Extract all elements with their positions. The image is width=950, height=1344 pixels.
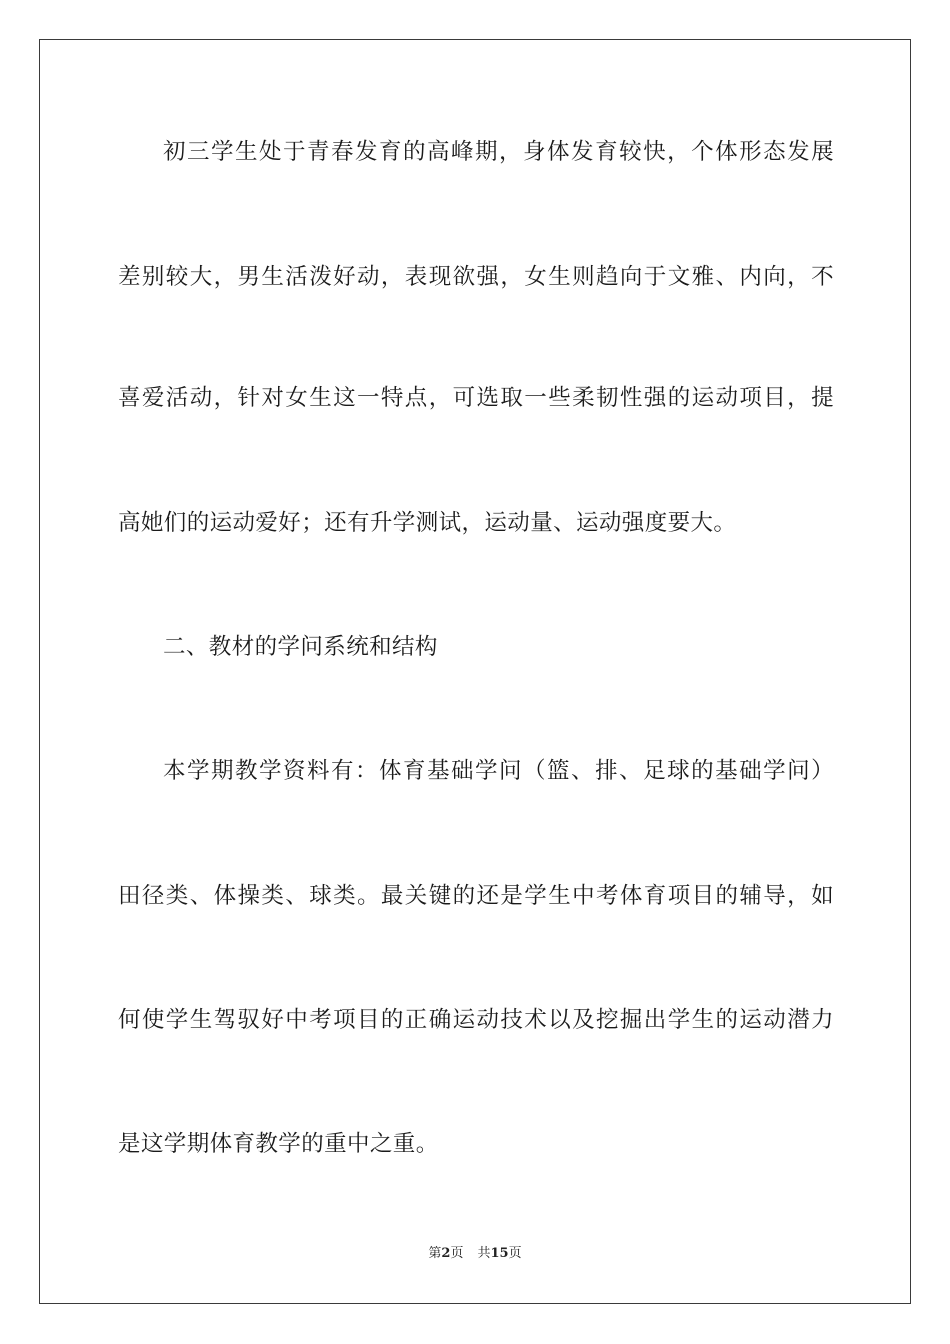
page-suffix: 页	[450, 1246, 464, 1261]
paragraph-line: 田径类、体操类、球类。最关键的还是学生中考体育项目的辅导，如	[118, 883, 834, 909]
paragraph-line: 高她们的运动爱好；还有升学测试，运动量、运动强度要大。	[118, 510, 737, 536]
paragraph-line: 初三学生处于青春发育的高峰期，身体发育较快，个体形态发展	[163, 139, 834, 165]
total-suffix: 页	[508, 1246, 522, 1261]
total-prefix: 共	[477, 1246, 491, 1261]
page-border	[39, 39, 911, 1304]
paragraph-line: 喜爱活动，针对女生这一特点，可选取一些柔韧性强的运动项目，提	[118, 385, 834, 411]
total-pages: 15	[490, 1246, 509, 1261]
page-number: 2	[441, 1246, 451, 1261]
page-prefix: 第	[428, 1246, 442, 1261]
paragraph-line: 何使学生驾驭好中考项目的正确运动技术以及挖掘出学生的运动潜力	[118, 1007, 834, 1033]
paragraph-line: 是这学期体育教学的重中之重。	[118, 1131, 439, 1157]
section-heading: 二、教材的学问系统和结构	[163, 634, 438, 660]
paragraph-line: 本学期教学资料有：体育基础学问（篮、排、足球的基础学问）	[163, 758, 834, 784]
page-footer	[0, 1245, 950, 1263]
paragraph-line: 差别较大，男生活泼好动，表现欲强，女生则趋向于文雅、内向，不	[118, 264, 834, 290]
